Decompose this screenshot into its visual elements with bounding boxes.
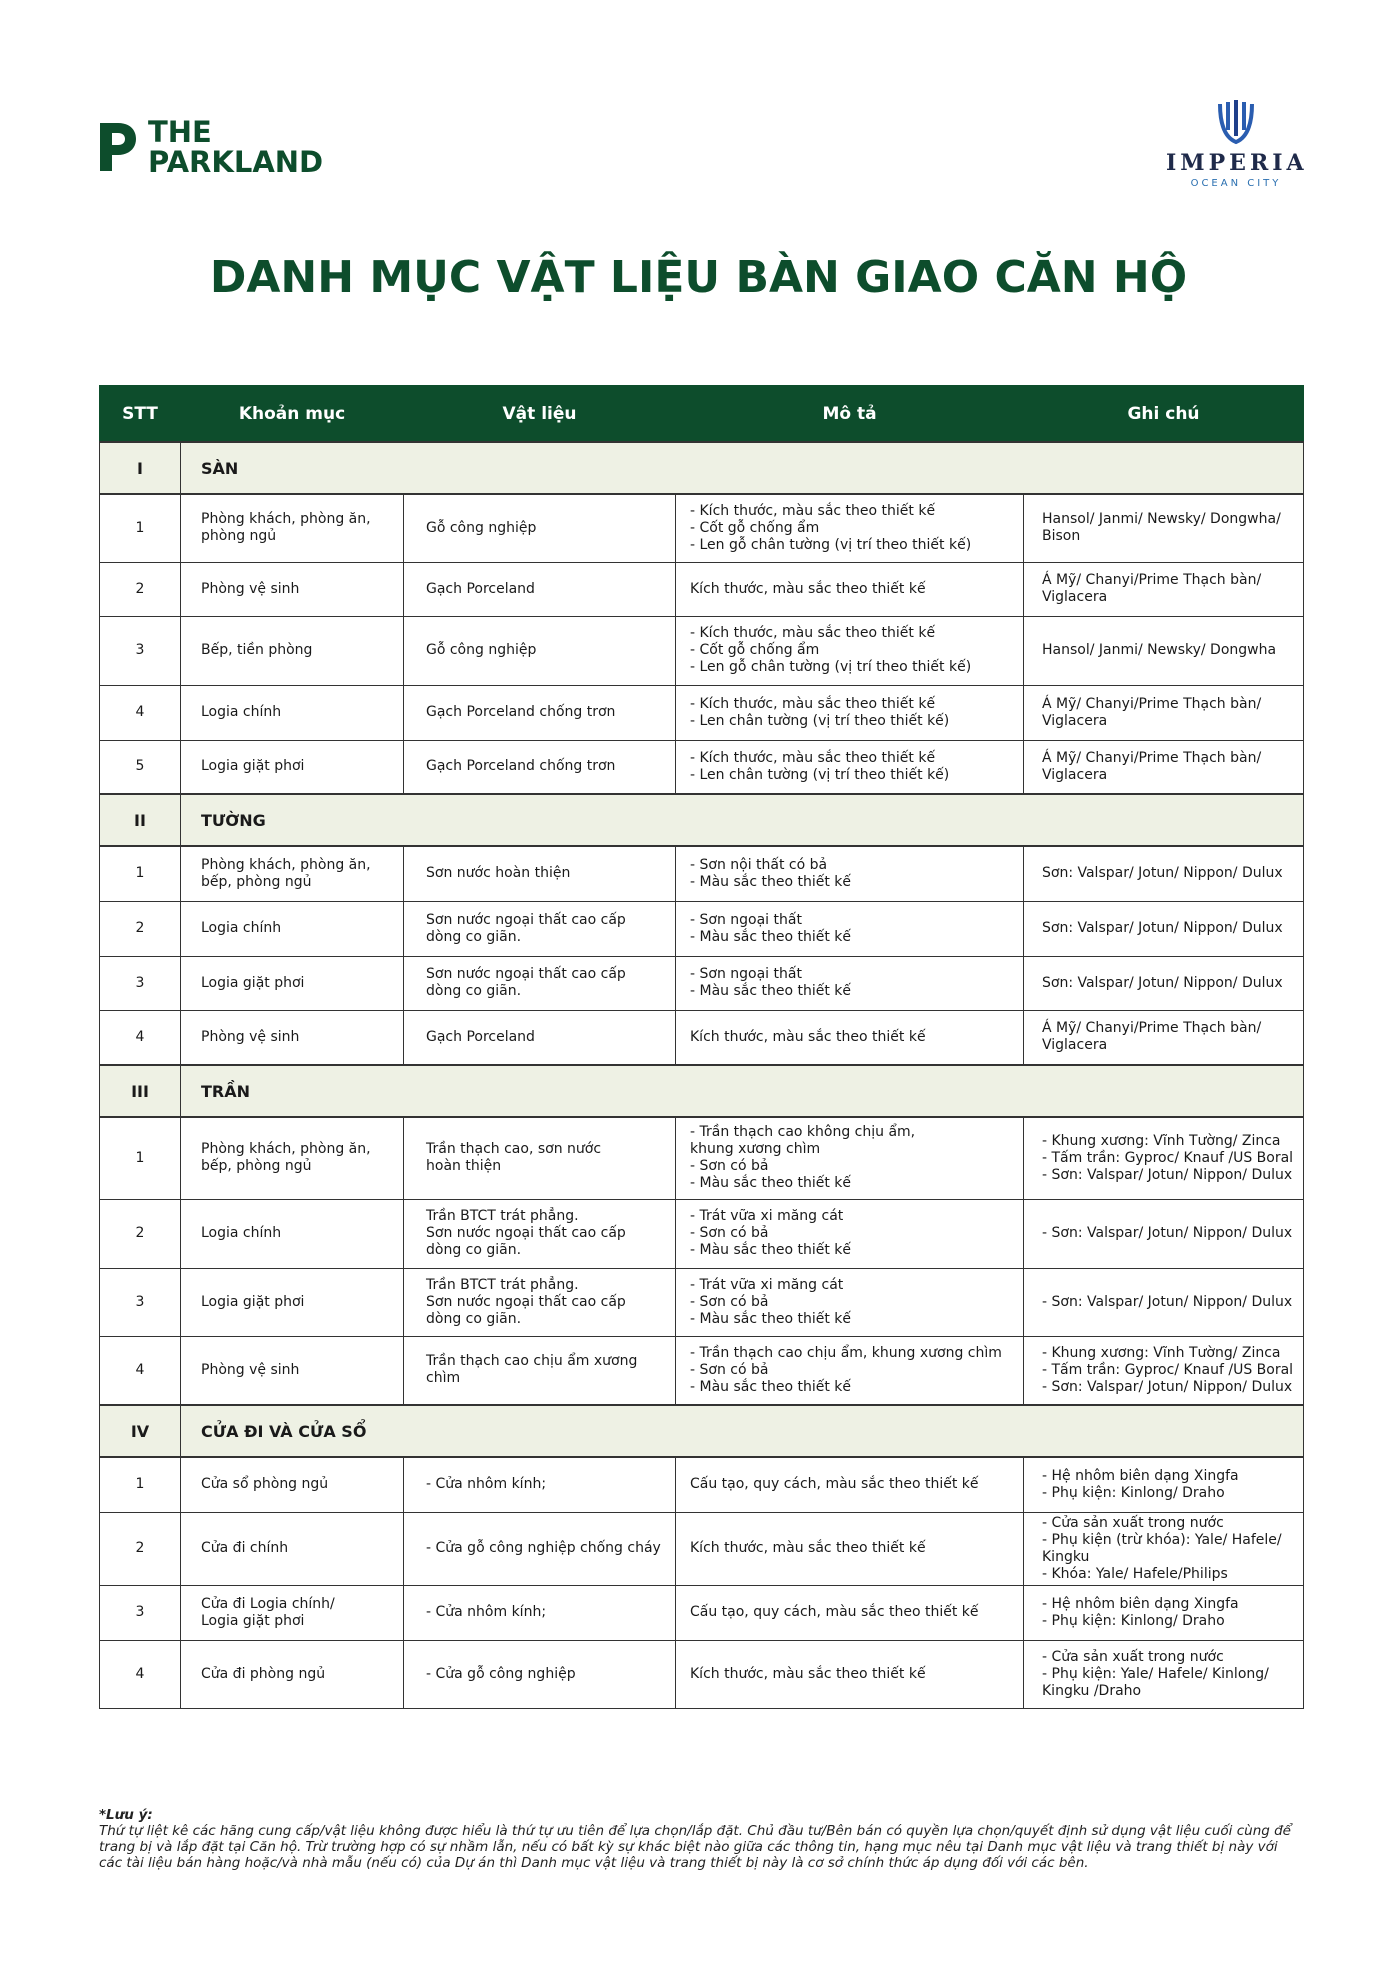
parkland-logo: [98, 117, 323, 177]
row-number: 4: [100, 1010, 181, 1065]
row-description: - Trần thạch cao chịu ẩm, khung xương chìm - Sơn có bả - Màu sắc theo thiết kế: [676, 1336, 1024, 1405]
row-number: 3: [100, 956, 181, 1010]
row-description: - Trát vữa xi măng cát - Sơn có bả - Màu sắc theo thiết kế: [676, 1268, 1024, 1336]
section-row: [100, 1405, 1304, 1457]
page-title: DANH MỤC VẬT LIỆU BÀN GIAO CĂN HỘ: [209, 252, 1188, 303]
row-description: - Kích thước, màu sắc theo thiết kế - Cốt gỗ chống ẩm - Len gỗ chân tường (vị trí theo thiết kế): [676, 616, 1024, 685]
row-number: 4: [100, 1640, 181, 1708]
brand-line2: PARKLAND: [148, 145, 324, 179]
table-row: [100, 956, 1304, 1010]
materials-table: [99, 385, 1304, 1709]
footnote: [99, 1807, 1304, 1871]
section-title: TRẦN: [181, 1065, 1304, 1117]
row-description: - Sơn nội thất có bả - Màu sắc theo thiết kế: [676, 846, 1024, 901]
row-description: - Kích thước, màu sắc theo thiết kế - Len chân tường (vị trí theo thiết kế): [676, 740, 1024, 794]
row-material: - Cửa nhôm kính;: [404, 1585, 676, 1640]
row-description: Kích thước, màu sắc theo thiết kế: [676, 1640, 1024, 1708]
row-note: - Khung xương: Vĩnh Tường/ Zinca - Tấm trần: Gyproc/ Knauf /US Boral - Sơn: Valspar/ Jotun/ Nippon/ Dulux: [1024, 1336, 1304, 1405]
row-number: 2: [100, 1199, 181, 1268]
row-material: Trần thạch cao, sơn nước hoàn thiện: [404, 1117, 676, 1199]
row-number: 2: [100, 562, 181, 616]
table-row: [100, 901, 1304, 956]
header-item: Khoản mục: [181, 386, 404, 443]
footnote-label: *Lưu ý:: [99, 1807, 153, 1823]
row-item: Phòng khách, phòng ăn, phòng ngủ: [181, 494, 404, 562]
row-item: Logia chính: [181, 685, 404, 740]
row-material: Trần thạch cao chịu ẩm xương chìm: [404, 1336, 676, 1405]
imperia-name: IMPERIA: [1166, 150, 1308, 176]
table-row: [100, 616, 1304, 685]
brand-line1: THE: [148, 115, 212, 149]
table-row: [100, 1457, 1304, 1512]
row-item: Cửa sổ phòng ngủ: [181, 1457, 404, 1512]
row-description: Kích thước, màu sắc theo thiết kế: [676, 562, 1024, 616]
row-description: Cấu tạo, quy cách, màu sắc theo thiết kế: [676, 1457, 1024, 1512]
table-row: [100, 846, 1304, 901]
row-number: 3: [100, 616, 181, 685]
row-item: Logia giặt phơi: [181, 956, 404, 1010]
row-note: - Hệ nhôm biên dạng Xingfa - Phụ kiện: Kinlong/ Draho: [1024, 1585, 1304, 1640]
row-number: 5: [100, 740, 181, 794]
section-number: I: [100, 442, 181, 494]
row-number: 1: [100, 1117, 181, 1199]
row-description: - Kích thước, màu sắc theo thiết kế - Cốt gỗ chống ẩm - Len gỗ chân tường (vị trí theo thiết kế): [676, 494, 1024, 562]
row-description: - Sơn ngoại thất - Màu sắc theo thiết kế: [676, 956, 1024, 1010]
row-number: 2: [100, 1512, 181, 1585]
row-material: Gạch Porceland chống trơn: [404, 685, 676, 740]
row-material: - Cửa gỗ công nghiệp: [404, 1640, 676, 1708]
row-item: Phòng khách, phòng ăn, bếp, phòng ngủ: [181, 846, 404, 901]
section-number: III: [100, 1065, 181, 1117]
row-note: Hansol/ Janmi/ Newsky/ Dongwha/ Bison: [1024, 494, 1304, 562]
row-note: - Cửa sản xuất trong nước - Phụ kiện: Yale/ Hafele/ Kinlong/ Kingku /Draho: [1024, 1640, 1304, 1708]
row-material: - Cửa gỗ công nghiệp chống cháy: [404, 1512, 676, 1585]
row-note: - Hệ nhôm biên dạng Xingfa - Phụ kiện: Kinlong/ Draho: [1024, 1457, 1304, 1512]
section-number: II: [100, 794, 181, 846]
row-note: Á Mỹ/ Chanyi/Prime Thạch bàn/ Viglacera: [1024, 740, 1304, 794]
row-number: 3: [100, 1585, 181, 1640]
row-material: Gạch Porceland chống trơn: [404, 740, 676, 794]
row-item: Bếp, tiền phòng: [181, 616, 404, 685]
table-row: [100, 1640, 1304, 1708]
row-number: 1: [100, 494, 181, 562]
section-title: TƯỜNG: [181, 794, 1304, 846]
table-row: [100, 562, 1304, 616]
row-note: Sơn: Valspar/ Jotun/ Nippon/ Dulux: [1024, 956, 1304, 1010]
table-row: [100, 1512, 1304, 1585]
row-material: Gạch Porceland: [404, 562, 676, 616]
table-row: [100, 1585, 1304, 1640]
section-title: SÀN: [181, 442, 1304, 494]
row-description: - Sơn ngoại thất - Màu sắc theo thiết kế: [676, 901, 1024, 956]
row-material: Trần BTCT trát phẳng. Sơn nước ngoại thất cao cấp dòng co giãn.: [404, 1268, 676, 1336]
row-note: Sơn: Valspar/ Jotun/ Nippon/ Dulux: [1024, 901, 1304, 956]
header-stt: STT: [100, 386, 181, 443]
row-description: Kích thước, màu sắc theo thiết kế: [676, 1512, 1024, 1585]
imperia-sub: OCEAN CITY: [1190, 178, 1282, 189]
row-note: - Khung xương: Vĩnh Tường/ Zinca - Tấm trần: Gyproc/ Knauf /US Boral - Sơn: Valspar/ Jotun/ Nippon/ Dulux: [1024, 1117, 1304, 1199]
table-row: [100, 1336, 1304, 1405]
row-material: Trần BTCT trát phẳng. Sơn nước ngoại thất cao cấp dòng co giãn.: [404, 1199, 676, 1268]
row-material: Gạch Porceland: [404, 1010, 676, 1065]
table-row: [100, 685, 1304, 740]
row-item: Cửa đi chính: [181, 1512, 404, 1585]
row-number: 4: [100, 685, 181, 740]
row-number: 3: [100, 1268, 181, 1336]
row-material: Sơn nước hoàn thiện: [404, 846, 676, 901]
row-material: - Cửa nhôm kính;: [404, 1457, 676, 1512]
table-row: [100, 740, 1304, 794]
row-item: Phòng vệ sinh: [181, 562, 404, 616]
row-note: - Cửa sản xuất trong nước - Phụ kiện (trừ khóa): Yale/ Hafele/ Kingku - Khóa: Yale/ Hafele/Philips: [1024, 1512, 1304, 1585]
row-item: Logia chính: [181, 1199, 404, 1268]
row-note: Sơn: Valspar/ Jotun/ Nippon/ Dulux: [1024, 846, 1304, 901]
table-row: [100, 1268, 1304, 1336]
parkland-p-icon: [98, 119, 138, 175]
row-description: Kích thước, màu sắc theo thiết kế: [676, 1010, 1024, 1065]
table-row: [100, 1199, 1304, 1268]
row-material: Gỗ công nghiệp: [404, 494, 676, 562]
row-description: - Kích thước, màu sắc theo thiết kế - Len chân tường (vị trí theo thiết kế): [676, 685, 1024, 740]
section-row: [100, 442, 1304, 494]
row-number: 1: [100, 1457, 181, 1512]
row-item: Logia chính: [181, 901, 404, 956]
header-material: Vật liệu: [404, 386, 676, 443]
row-item: Logia giặt phơi: [181, 1268, 404, 1336]
footnote-text: Thứ tự liệt kê các hãng cung cấp/vật liệu không được hiểu là thứ tự ưu tiên để lựa chọn/lắp đặt. Chủ đầu tư/Bên bán có quyền lựa chọn/quyết định sử dụng vật liệu cuối cùng để trang bị và lắp đặt tại Căn hộ. Trừ trường hợp có sự nhầm lẫn, nếu có bất kỳ sự khác biệt nào giữa các thông tin, hạng mục nêu tại Danh mục vật liệu và trang thiết bị này với các tài liệu bán hàng hoặc/và nhà mẫu (nếu có) của Dự án thì Danh mục vật liệu và trang thiết bị này là cơ sở chính thức áp dụng đối với các bên.: [99, 1823, 1291, 1871]
row-note: - Sơn: Valspar/ Jotun/ Nippon/ Dulux: [1024, 1268, 1304, 1336]
row-item: Logia giặt phơi: [181, 740, 404, 794]
section-title: CỬA ĐI VÀ CỬA SỔ: [181, 1405, 1304, 1457]
row-number: 2: [100, 901, 181, 956]
row-item: Cửa đi phòng ngủ: [181, 1640, 404, 1708]
section-number: IV: [100, 1405, 181, 1457]
row-note: Á Mỹ/ Chanyi/Prime Thạch bàn/ Viglacera: [1024, 1010, 1304, 1065]
row-description: - Trần thạch cao không chịu ẩm, khung xương chìm - Sơn có bả - Màu sắc theo thiết kế: [676, 1117, 1024, 1199]
row-item: Cửa đi Logia chính/ Logia giặt phơi: [181, 1585, 404, 1640]
row-number: 1: [100, 846, 181, 901]
row-description: - Trát vữa xi măng cát - Sơn có bả - Màu sắc theo thiết kế: [676, 1199, 1024, 1268]
row-material: Sơn nước ngoại thất cao cấp dòng co giãn.: [404, 956, 676, 1010]
header-note: Ghi chú: [1024, 386, 1304, 443]
header-description: Mô tả: [676, 386, 1024, 443]
row-item: Phòng khách, phòng ăn, bếp, phòng ngủ: [181, 1117, 404, 1199]
row-note: - Sơn: Valspar/ Jotun/ Nippon/ Dulux: [1024, 1199, 1304, 1268]
section-row: [100, 1065, 1304, 1117]
row-item: Phòng vệ sinh: [181, 1336, 404, 1405]
table-row: [100, 1117, 1304, 1199]
row-material: Sơn nước ngoại thất cao cấp dòng co giãn.: [404, 901, 676, 956]
row-note: Hansol/ Janmi/ Newsky/ Dongwha: [1024, 616, 1304, 685]
section-row: [100, 794, 1304, 846]
imperia-emblem-icon: [1216, 100, 1256, 146]
table-row: [100, 1010, 1304, 1065]
table-row: [100, 494, 1304, 562]
row-note: Á Mỹ/ Chanyi/Prime Thạch bàn/ Viglacera: [1024, 562, 1304, 616]
row-item: Phòng vệ sinh: [181, 1010, 404, 1065]
row-number: 4: [100, 1336, 181, 1405]
row-material: Gỗ công nghiệp: [404, 616, 676, 685]
table-header-row: [100, 386, 1304, 443]
imperia-logo: [1166, 100, 1306, 189]
row-note: Á Mỹ/ Chanyi/Prime Thạch bàn/ Viglacera: [1024, 685, 1304, 740]
row-description: Cấu tạo, quy cách, màu sắc theo thiết kế: [676, 1585, 1024, 1640]
